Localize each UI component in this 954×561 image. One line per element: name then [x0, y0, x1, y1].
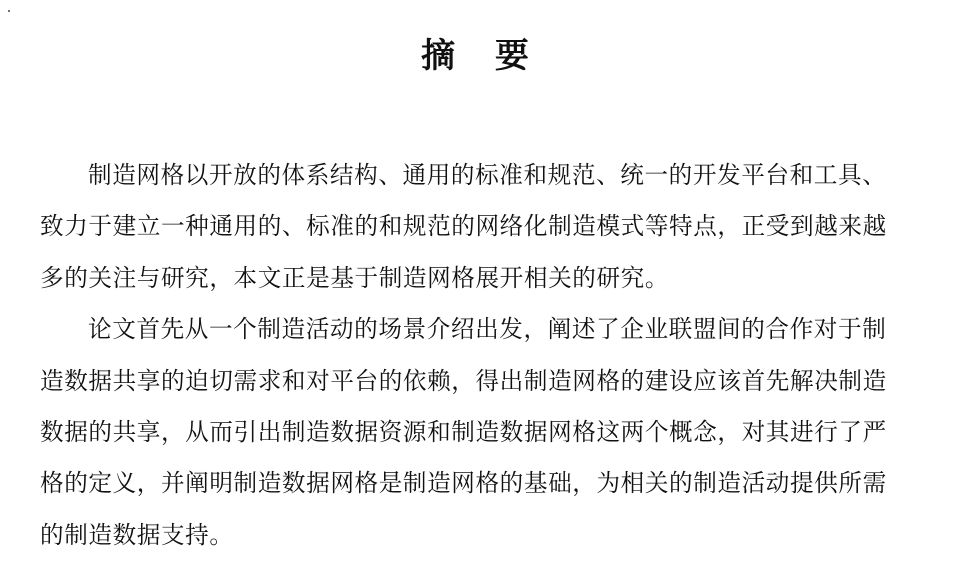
text-line: 多的关注与研究，本文正是基于制造网格展开相关的研究。 — [40, 263, 670, 292]
text-line: 制造网格以开放的体系结构、通用的标准和规范、统一的开发平台和工具、 — [88, 161, 887, 189]
text-line: 论文首先从一个制造活动的场景介绍出发，阐述了企业联盟间的合作对于制 — [88, 315, 887, 344]
scan-speck — [8, 10, 10, 12]
text-line: 致力于建立一种通用的、标准的和规范的网络化制造模式等特点，正受到越来越 — [40, 212, 887, 241]
text-line: 数据的共享，从而引出制造数据资源和制造数据网格这两个概念，对其进行了严 — [40, 418, 887, 447]
text-line: 造数据共享的迫切需求和对平台的依赖，得出制造网格的建设应该首先解决制造 — [40, 366, 887, 395]
abstract-heading: 摘 要 — [421, 36, 543, 76]
text-line: 格的定义，并阐明制造数据网格是制造网格的基础，为相关的制造活动提供所需 — [40, 469, 887, 498]
paragraph-1 — [40, 150, 924, 304]
paragraph-2 — [40, 304, 924, 561]
text-line: 的制造数据支持。 — [40, 520, 234, 549]
abstract-body — [40, 150, 924, 561]
